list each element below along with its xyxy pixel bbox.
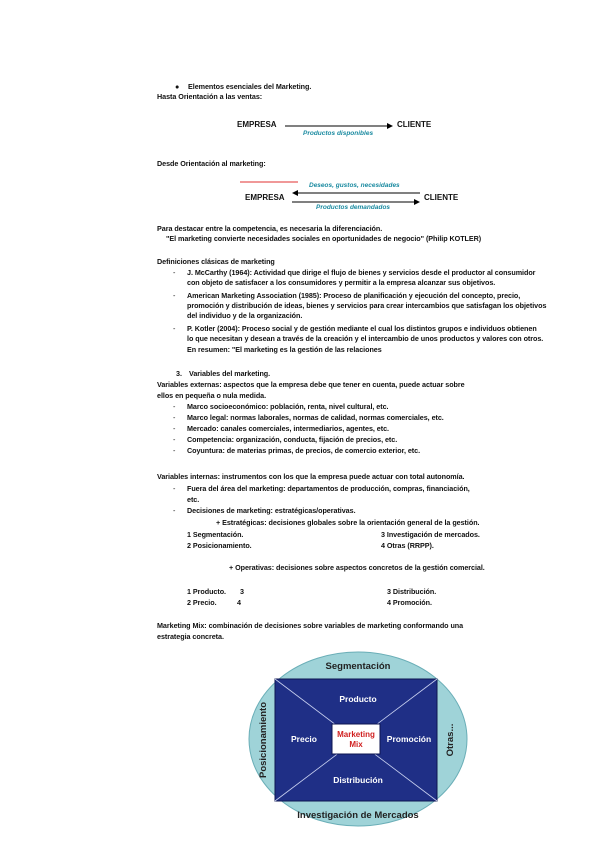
hasta-orientacion-ventas: Hasta Orientación a las ventas: <box>157 92 263 101</box>
estrategica-4: 4 Otras (RRPP). <box>381 541 434 550</box>
estrategica-3: 3 Investigación de mercados. <box>381 530 480 539</box>
center-mix-label: Mix <box>349 740 363 749</box>
def-line: En resumen: "El marketing es la gestión de las relaciones <box>187 345 382 354</box>
int-item1-line: etc. <box>187 495 200 504</box>
mix-intro-line: estrategia concreta. <box>157 632 224 641</box>
center-marketing-label: Marketing <box>337 730 375 739</box>
deseos-label: Deseos, gustos, necesidades <box>309 182 400 189</box>
operativa-3: 3 Distribución. <box>387 587 437 596</box>
posicionamiento-label: Posicionamiento <box>258 701 269 779</box>
dash-bullet: - <box>173 291 176 300</box>
promocion-label: Promoción <box>386 734 432 744</box>
competencia-text: Para destacar entre la competencia, es necesaria la diferenciación. <box>157 224 383 233</box>
operativa-1-num: 3 <box>240 587 244 596</box>
mix-intro-line: Marketing Mix: combinación de decisiones sobre variables de marketing conformando una <box>157 621 464 630</box>
estrategica-2: 2 Posicionamiento. <box>187 541 252 550</box>
precio-label: Precio <box>291 734 317 744</box>
ext-item: Mercado: canales comerciales, intermediarios, agentes, etc. <box>187 424 389 433</box>
dash-bullet: - <box>173 324 176 333</box>
distribucion-label: Distribución <box>333 775 383 785</box>
estrategicas-line: + Estratégicas: decisiones globales sobre la orientación general de la gestión. <box>216 518 480 527</box>
def-line: P. Kotler (2004): Proceso social y de gestión mediante el cual los distintos grupos e individuos obtienen <box>187 324 537 333</box>
def-line: promoción y distribución de ideas, bienes y servicios para crear intercambios que satisfagan los objetivos <box>187 301 547 310</box>
desde-orientacion-marketing: Desde Orientación al marketing: <box>157 159 266 168</box>
variables-heading: Variables del marketing. <box>189 369 271 378</box>
def-line: del individuo y de la organización. <box>187 311 303 320</box>
dash-bullet: - <box>173 484 176 493</box>
ext-intro-line: ellos en pequeña o nula medida. <box>157 391 267 400</box>
dash-bullet: - <box>173 268 176 277</box>
kotler-quote: "El marketing convierte necesidades sociales en oportunidades de negocio" (Philip KOTLER) <box>166 234 482 243</box>
dash-bullet: - <box>173 446 176 455</box>
int-intro: Variables internas: instrumentos con los que la empresa puede actuar con total autonomía. <box>157 472 465 481</box>
operativas-line: + Operativas: decisiones sobre aspectos concretos de la gestión comercial. <box>229 563 485 572</box>
int-item2: Decisiones de marketing: estratégicas/operativas. <box>187 506 356 515</box>
operativa-2-num: 4 <box>237 598 241 607</box>
investigacion-label: Investigación de Mercados <box>297 810 419 821</box>
producto-label: Producto <box>339 694 377 704</box>
def-line: con objeto de satisfacer a los consumidores y permitir a la empresa alcanzar sus objetivos. <box>187 278 496 287</box>
segmentacion-label: Segmentación <box>325 661 391 672</box>
ext-item: Marco legal: normas laborales, normas de calidad, normas comerciales, etc. <box>187 413 444 422</box>
def-line: American Marketing Association (1985): Proceso de planificación y ejecución del concepto, precio, <box>187 291 521 300</box>
dash-bullet: - <box>173 506 176 515</box>
productos-disponibles-label: Productos disponibles <box>303 130 374 137</box>
ext-item: Coyuntura: de materias primas, de precios, de comercio exterior, etc. <box>187 446 421 455</box>
bullet: ● <box>175 82 180 91</box>
red-rule <box>240 180 300 184</box>
ext-item: Competencia: organización, conducta, fijación de precios, etc. <box>187 435 398 444</box>
dash-bullet: - <box>173 402 176 411</box>
dash-bullet: - <box>173 424 176 433</box>
def-line: lo que necesitan y desean a través de la creación y el intercambio de unos productos y valores con otros. <box>187 334 544 343</box>
section-number: 3. <box>176 369 182 378</box>
dash-bullet: - <box>173 413 176 422</box>
dash-bullet: - <box>173 435 176 444</box>
empresa-label: EMPRESA <box>237 120 277 129</box>
cliente-label-2: CLIENTE <box>424 193 459 202</box>
productos-demandados-label: Productos demandados <box>316 204 391 211</box>
ext-item: Marco socioeconómico: población, renta, nivel cultural, etc. <box>187 402 389 411</box>
otras-label: Otras... <box>445 723 456 757</box>
operativa-4: 4 Promoción. <box>387 598 432 607</box>
marketing-mix-diagram <box>247 648 469 828</box>
mix-center-box <box>332 724 380 754</box>
operativa-1: 1 Producto. <box>187 587 226 596</box>
ext-intro-line: Variables externas: aspectos que la empresa debe que tener en cuenta, puede actuar sobre <box>157 380 465 389</box>
int-item1-line: Fuera del área del marketing: departamentos de producción, compras, financiación, <box>187 484 470 493</box>
empresa-label-2: EMPRESA <box>245 193 285 202</box>
definiciones-heading: Definiciones clásicas de marketing <box>157 257 275 266</box>
operativa-2: 2 Precio. <box>187 598 217 607</box>
cliente-label: CLIENTE <box>397 120 432 129</box>
def-line: J. McCarthy (1964): Actividad que dirige el flujo de bienes y servicios desde el productor al consumidor <box>187 268 536 277</box>
section-heading-elementos: Elementos esenciales del Marketing. <box>188 82 312 91</box>
estrategica-1: 1 Segmentación. <box>187 530 244 539</box>
